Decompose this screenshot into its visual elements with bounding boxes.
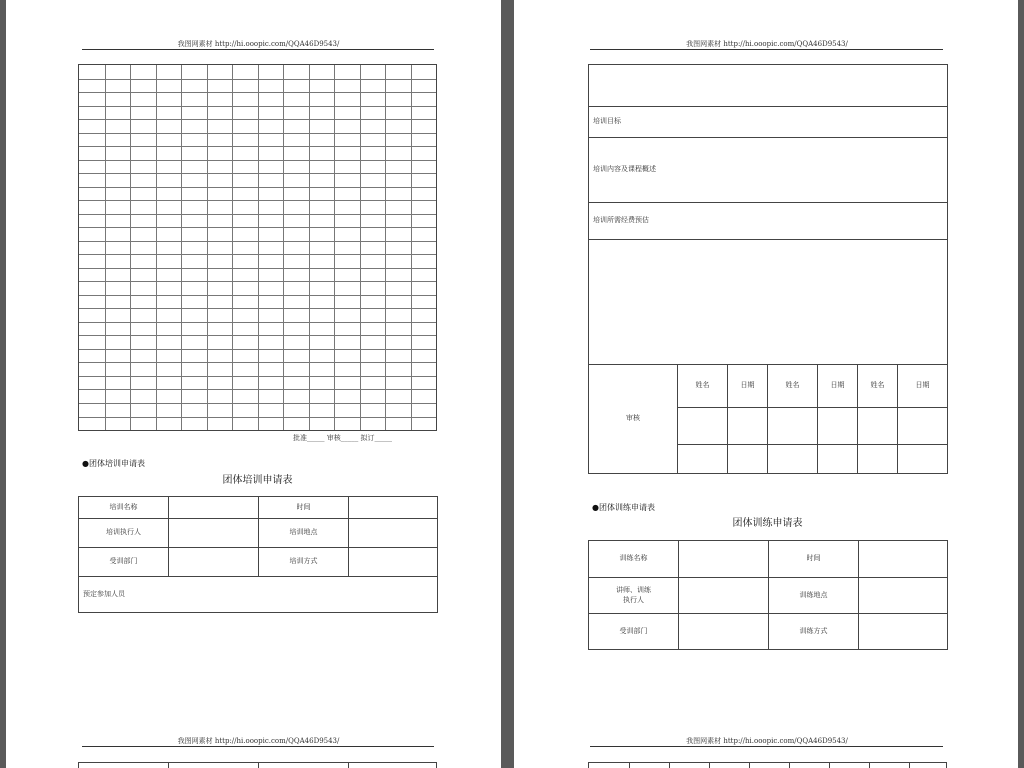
training-objective-label[interactable]: 培训目标 xyxy=(589,107,948,138)
blank-large-cell[interactable] xyxy=(589,240,948,365)
document-page-right xyxy=(514,0,1018,768)
grid-row-line xyxy=(79,322,436,323)
form-cell-executor-value[interactable] xyxy=(169,519,259,548)
page-header-text: 我图网素材 http://hi.ooopic.com/QQA46D9543/ xyxy=(686,40,848,48)
next-page-header-text: 我图网素材 http://hi.ooopic.com/QQA46D9543/ xyxy=(177,737,340,745)
training-plan-table xyxy=(588,64,948,474)
grid-row-line xyxy=(79,403,436,404)
next-page-header-rule xyxy=(590,746,943,747)
form-cell-time-value[interactable] xyxy=(859,541,948,578)
review-cell[interactable] xyxy=(728,445,768,474)
review-label: 审核 xyxy=(589,365,678,474)
grid-row-line xyxy=(79,119,436,120)
form-cell-location-value[interactable] xyxy=(349,519,438,548)
review-cell[interactable] xyxy=(818,445,858,474)
training-budget-label[interactable]: 培训所需经费预估 xyxy=(589,203,948,240)
next-page-table-top xyxy=(588,762,947,768)
next-page-header-rule xyxy=(82,746,434,747)
form-cell-department-value[interactable] xyxy=(169,548,259,577)
review-cell[interactable] xyxy=(818,408,858,445)
form-label-time: 时间 xyxy=(259,497,349,519)
grid-row-line xyxy=(79,187,436,188)
review-header-name-3: 姓名 xyxy=(858,365,898,408)
grid-row-line xyxy=(79,241,436,242)
grid-row-line xyxy=(79,79,436,80)
form-cell-method-value[interactable] xyxy=(349,548,438,577)
signature-line: 批准_____ 审核_____ 拟订_____ xyxy=(293,434,392,442)
form-label-instructor xyxy=(589,578,679,614)
grid-row-line xyxy=(79,308,436,309)
review-header-date-2: 日期 xyxy=(818,365,858,408)
review-cell[interactable] xyxy=(768,408,818,445)
grid-row-line xyxy=(79,173,436,174)
grid-row-line xyxy=(79,146,436,147)
review-cell[interactable] xyxy=(728,408,768,445)
form-cell-method-value[interactable] xyxy=(859,614,948,650)
review-cell[interactable] xyxy=(678,445,728,474)
review-header-name-1: 姓名 xyxy=(678,365,728,408)
review-header-date-3: 日期 xyxy=(898,365,948,408)
form-label-department: 受训部门 xyxy=(79,548,169,577)
form-cell-department-value[interactable] xyxy=(679,614,769,650)
form-label-method: 培训方式 xyxy=(259,548,349,577)
review-header-date-1: 日期 xyxy=(728,365,768,408)
review-cell[interactable] xyxy=(858,445,898,474)
grid-row-line xyxy=(79,417,436,418)
form-cell-training-name-value[interactable] xyxy=(169,497,259,519)
form-label-department: 受训部门 xyxy=(589,614,679,650)
form-label-exercise-name: 训练名称 xyxy=(589,541,679,578)
grid-row-line xyxy=(79,133,436,134)
training-content-label[interactable]: 培训内容及课程概述 xyxy=(589,138,948,203)
grid-row-line xyxy=(79,106,436,107)
grid-row-line xyxy=(79,92,436,93)
blank-grid-table xyxy=(78,64,437,431)
grid-row-line xyxy=(79,389,436,390)
form-label-participants[interactable]: 预定参加人员 xyxy=(79,577,438,613)
review-header-name-2: 姓名 xyxy=(768,365,818,408)
grid-row-line xyxy=(79,335,436,336)
next-page-table-top xyxy=(78,762,437,768)
grid-row-line xyxy=(79,268,436,269)
grid-row-line xyxy=(79,376,436,377)
review-cell[interactable] xyxy=(898,408,948,445)
form-label-instructor-line1: 讲师、训练 xyxy=(616,586,651,595)
review-cell[interactable] xyxy=(858,408,898,445)
form-cell-location-value[interactable] xyxy=(859,578,948,614)
group-exercise-form xyxy=(588,540,948,650)
review-cell[interactable] xyxy=(678,408,728,445)
form-title: 团体培训申请表 xyxy=(222,475,293,486)
grid-row-line xyxy=(79,362,436,363)
form-cell-exercise-name-value[interactable] xyxy=(679,541,769,578)
form-label-location: 训练地点 xyxy=(769,578,859,614)
grid-row-line xyxy=(79,254,436,255)
form-title: 团体训练申请表 xyxy=(732,518,803,529)
form-label-time: 时间 xyxy=(769,541,859,578)
form-label-method: 训练方式 xyxy=(769,614,859,650)
document-page-left xyxy=(6,0,501,768)
grid-row-line xyxy=(79,295,436,296)
form-label-location: 培训地点 xyxy=(259,519,349,548)
next-page-header-text: 我图网素材 http://hi.ooopic.com/QQA46D9543/ xyxy=(686,737,848,745)
form-label-instructor-line2: 执行人 xyxy=(623,595,644,604)
review-cell[interactable] xyxy=(898,445,948,474)
page-header-rule xyxy=(590,49,943,50)
grid-row-line xyxy=(79,200,436,201)
grid-row-line xyxy=(79,281,436,282)
form-cell-time-value[interactable] xyxy=(349,497,438,519)
grid-row-line xyxy=(79,214,436,215)
review-cell[interactable] xyxy=(768,445,818,474)
grid-row-line xyxy=(79,349,436,350)
page-header-text: 我图网素材 http://hi.ooopic.com/QQA46D9543/ xyxy=(177,40,340,48)
grid-row-line xyxy=(79,160,436,161)
section-label: ●团体培训申请表 xyxy=(82,459,145,468)
section-label: ●团体训练申请表 xyxy=(592,503,655,512)
form-label-executor: 培训执行人 xyxy=(79,519,169,548)
blank-top-cell[interactable] xyxy=(589,65,948,107)
page-header-rule xyxy=(82,49,434,50)
form-label-training-name: 培训名称 xyxy=(79,497,169,519)
form-cell-instructor-value[interactable] xyxy=(679,578,769,614)
group-training-form xyxy=(78,496,438,613)
grid-row-line xyxy=(79,227,436,228)
